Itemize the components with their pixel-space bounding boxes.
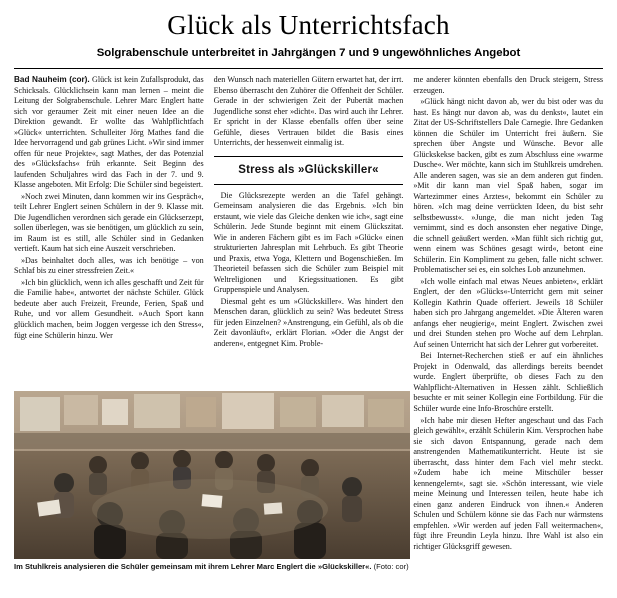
page-title: Glück als Unterrichtsfach [167, 10, 450, 40]
paragraph: »Ich wolle einfach mal etwas Neues anbieten«, erklärt Englert, der den »Glücks«-Unterricht gern mit seiner Kollegin Kathrin Quade offeriert. Jeweils 18 Schüler haben sich pro Jahrgang angemeldet. »Die Älteren waren anfangs eher neugierig«, meint Englert. Zwischen zwei und drei Stunden stehen pro Woche auf dem Lehrplan. Auf seinen Unterricht hat sich der Lehrer gut vorbereitet. [413, 276, 604, 349]
photo-illustration [14, 391, 410, 559]
paragraph: »Noch zwei Minuten, dann kommen wir ins Gespräch«, teilt Lehrer Englert seinen Schülern in der 9. Klasse mit. Die Jugendlichen verordnen sich gerade ein Glückserzept, sollen überlegen, was sie benötigen, um glücklich zu sein, im Raum ist es still, alle Schüler sind in Gedanken vertieft. Kaum hat sich eine Auszeit verschrieben. [14, 191, 204, 254]
paragraph: Die Glücksrezepte werden an die Tafel gehängt. Gemeinsam analysieren die das Ergebnis. »Ich bin erstaunt, wie viele das Gleiche denken wie ich«, sagt eine Schülerin. Jede Stunde beginnt mit einem Glückszitat. Wie in anderen Fächern gibt es im Fach »Glück« einen strukturierten Jahresplan mit Lehrbuch. Es gibt Theorie und Praxis, etwa Yoga, Klettern und Bogenschießen. Im Theorieteil befassen sich die Schüler zum Beispiel mit Weltreligionen und Kriegssituationen. Es gibt Gruppenspiele und Analysen. [213, 190, 404, 295]
paragraph: Diesmal geht es um »Glückskiller«. Was hindert den Menschen daran, glücklich zu sein? Was bedeutet Stress für jeden Einzelnen? »Anstrengung, ein Gefühl, als ob die Zeit davonläuft«, erklärt Florian. »Oder die Angst der anderen«, entgegnet Kim. Proble- [213, 296, 404, 348]
paragraph: »Glück hängt nicht davon ab, wer du bist oder was du hast. Es hängt nur davon ab, was du denkst«, lautet ein Zitat der US-Schriftstellers Dale Carnegie. Ihre Gedanken können die Schüler im Unterricht frei äußern. Sie sprechen über Angste und Wünsche. Bevor alle Glückskekse backen, gibt es zum Abschluss eine »warme Dusche«. Wer möchte, kann sich im Stuhlkreis umdrehen. Alle anderen sagen, was sie an dem anderen gut finden. »Mit dir kann man viel Spaß haben, sogar im Wartezimmer eines Arztes«, bekommt ein Schüler zu hören. »Ich mag deine verrückten Ideen, du bist sehr selbstbewusst«. »Junge, die man nicht jeden Tag vernimmt, sind es doch ansonsten eher negative Dinge, die schnell geäußert werden. »Man fühlt sich richtig gut, wenn einem was Schönes gesagt wird«, betont eine Schülerin. Ein Kompliment zu geben, falle nicht schwer. Problematischer sei es, ein solches Lob anzunehmen. [413, 97, 604, 275]
paragraph: »Ich bin glücklich, wenn ich alles geschafft und Zeit für die Familie habe«, antwortet der nächste Schüler. Glück bedeute aber auch Freizeit, Freunde, Ferien, Spaß und Ruhe, und vor allem Gesundheit. »Auch Sport kann glücklich machen, beim Joggen vergesse ich den Stress«, fügt eine Schülerin hinzu. Wer [14, 277, 204, 340]
column-one [14, 75, 204, 342]
column-two [214, 75, 404, 350]
photo-caption [14, 562, 410, 572]
section-heading: Stress als »Glückskiller« [214, 156, 404, 185]
paragraph: Bei Internet-Recherchen stieß er auf ein ähnliches Projekt in Odenwald, das allerdings bereits beendet wurde. Englert überprüfte, ob dieses Fach zu den Wahlpflicht-Alternativen in Hessen zählt. Schließlich besuchte er mit seiner Kollegin eine Fortbildung. Für die Schüler wurde eine Info-Broschüre erstellt. [413, 351, 604, 413]
paragraph: »Das beinhaltet doch alles, was ich benötige – von Schlaf bis zu einer stressfreien Zeit.« [14, 255, 204, 276]
paragraph: Bad Nauheim (cor). Glück ist kein Zufallsprodukt, das Schicksals. Glücklichsein kann man lernen – meint die Leitung der Solgrabenschule. Lehrer Marc Englert hatte sich vor geraumer Zeit mit einer neuen Idee an die Direktion gewandt. Er wollte das Wahlpflichtfach »Glück« unterrichten. Schulleiter Jörg Mathes fand die Idee hervorragend und gab grünes Licht. »Wir sind immer offen für neue Projekte«, sagt Mathes, der das Potenzial des »Glücksfachs« früh erkannte. Seit Beginn des laufenden Schuljahres wird das Fach in der 7. und 9. Klasse angeboten. Mit Erfolg: Die Schüler sind begeistert. [14, 75, 204, 190]
column-three [413, 75, 603, 553]
classroom-photo [14, 391, 410, 559]
paragraph: »Ich habe mir diesen Hefter angeschaut und das Fach gleich gewählt«, erzählt Schülerin Kim. Versprochen habe sie sich davon Entspannung, gerade nach dem anstrengenden Mathematikunterricht. Heute ist sie überrascht, dass hinter dem Fach viel mehr steckt. »Zudem habe ich meine Mitschüler besser kennengelernt«, sagt sie. »Schön interessant, wie viele meine Meinung und Interessen teilen, heute habe ich einen ganz anderen Eindruck von ihnen.« Anderen Schulen und Schülern könne sie das Fach nur wärmstens empfehlen. »Wir werden auf jeden Fall weitermachen«, fügt ihre Freundin Leyla hinzu. Ihre Wahl ist also ein richtiger Glücksgriff gewesen. [413, 415, 604, 551]
paragraph: me anderer könnten ebenfalls den Druck steigern, Stress erzeugen. [413, 75, 604, 95]
header-divider [14, 68, 603, 69]
photo-credit: (Foto: cor) [373, 562, 409, 571]
paragraph: den Wunsch nach materiellen Gütern erwartet hat, der irrt. Ebenso überrascht den Zuhörer die Offenheit der Schüler. Gerade in der schwierigen Zeit der Pubertät machen Jugendliche sonst eher »dicht«. Das wird auch ihr Lehrer. Er spricht in der Klasse ebenfalls offen über seine Gefühle, dieses Vertrauen bildet die Basis eines Unterrichts, der hessenweit einmalig ist. [213, 75, 404, 148]
photo-block [14, 391, 410, 572]
article-subhead: Solgrabenschule unterbreitet in Jahrgängen 7 und 9 ungewöhnliches Angebot [96, 47, 521, 59]
caption-text: Im Stuhlkreis analysieren die Schüler gemeinsam mit ihrem Lehrer Marc Englert die »Glückskiller«. [14, 562, 372, 571]
